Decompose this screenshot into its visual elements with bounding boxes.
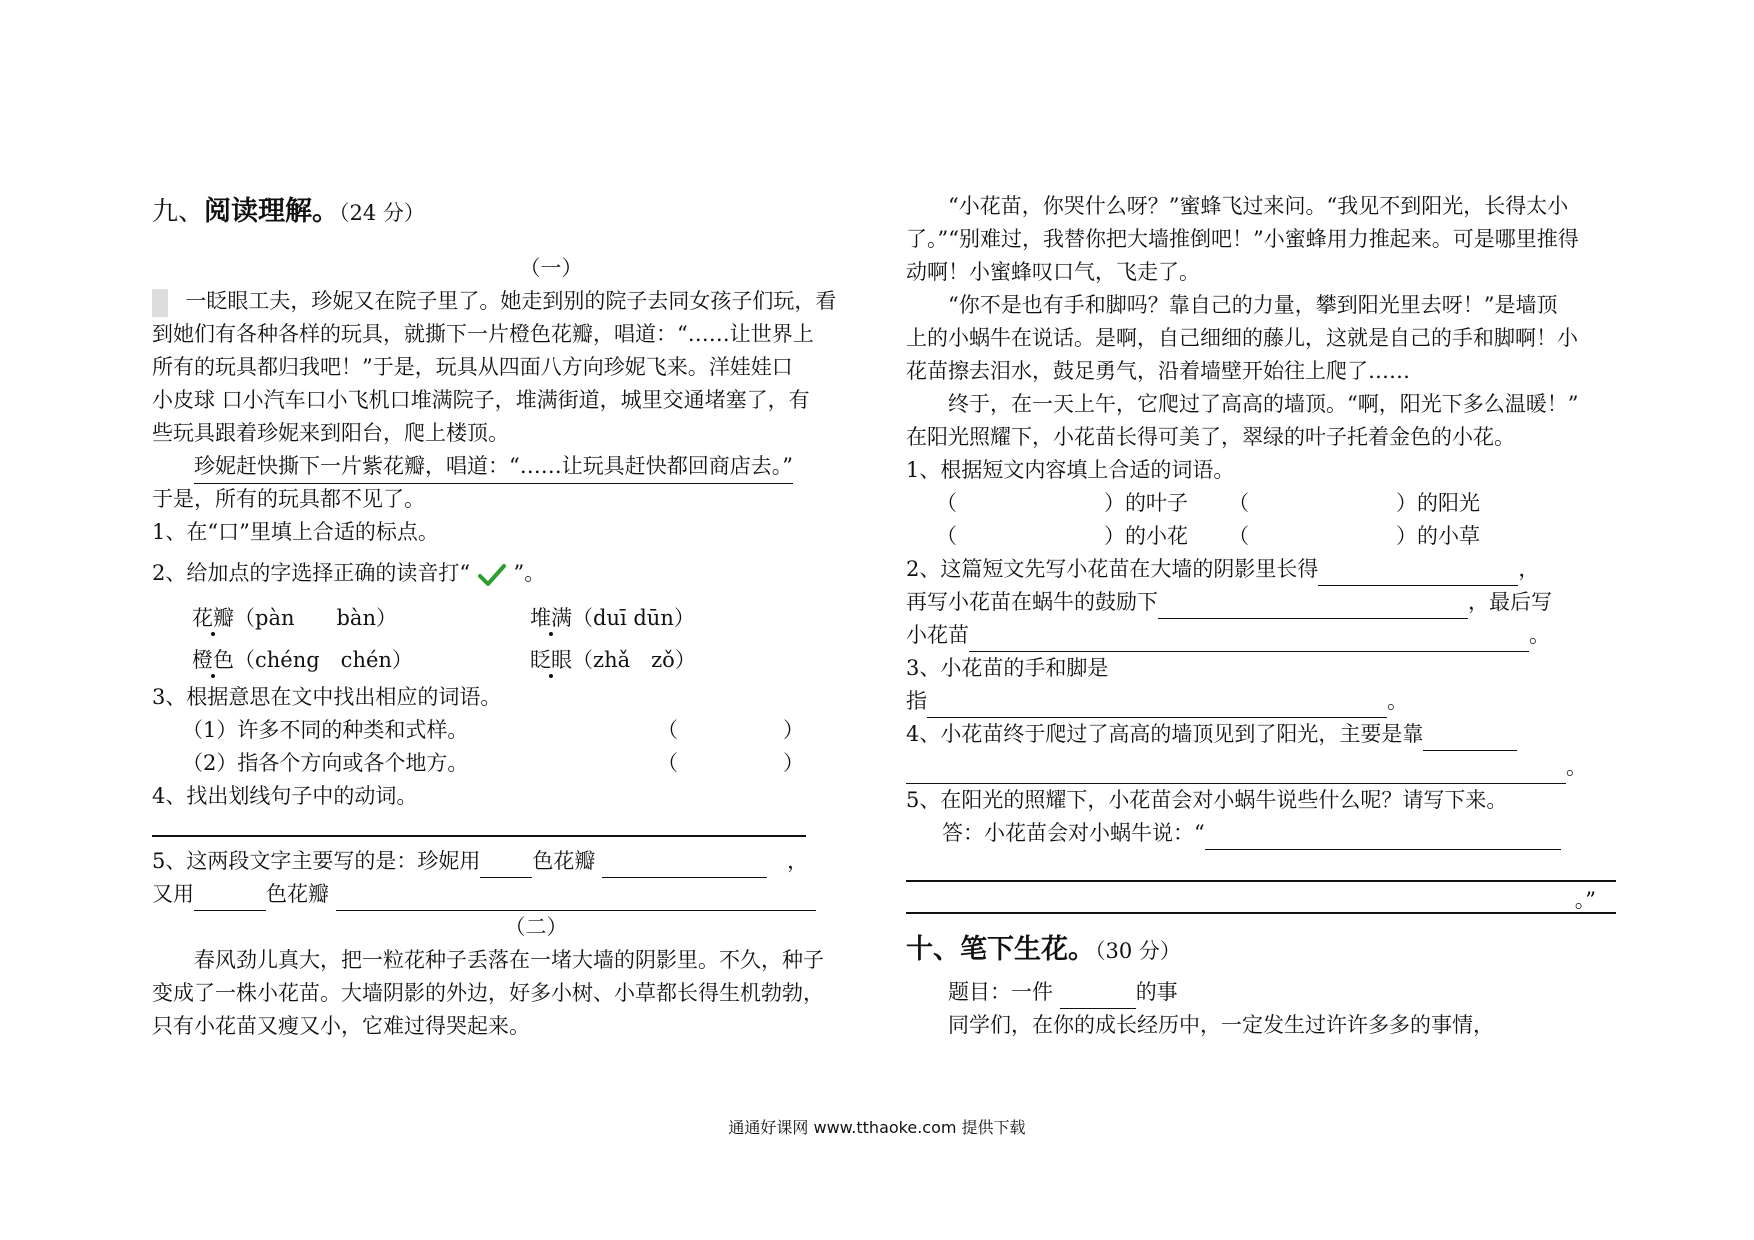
passage1-line-2: 到她们有各种各样的玩具，就撕下一片橙色花瓣，唱道：“……让世界上 xyxy=(152,322,814,346)
passage1-line-5: 些玩具跟着珍妮来到阳台，爬上楼顶。 xyxy=(152,421,509,445)
answer-line-end[interactable]: 。” xyxy=(906,882,1616,914)
passage2-line-7: “你不是也有手和脚吗？靠自己的力量，攀到阳光里去呀！”是墙顶 xyxy=(948,293,1558,317)
right-question-5-answer-start: 答：小花苗会对小蜗牛说：“ xyxy=(906,817,1618,850)
answer-blank[interactable] xyxy=(1158,592,1468,619)
section-10-title: 十、笔下生花。（30 分） xyxy=(906,934,1181,965)
passage2-line-6: 动啊！小蜜蜂叹口气，飞走了。 xyxy=(906,260,1200,284)
color-blank-1[interactable] xyxy=(480,851,532,878)
section-9-title: 九、阅读理解。（24 分） xyxy=(152,196,425,227)
passage2-line-8: 上的小蜗牛在说话。是啊，自己细细的藤儿，这就是自己的手和脚啊！小 xyxy=(906,326,1578,350)
right-question-3: 3、小花苗的手和脚是 xyxy=(906,656,1109,680)
pinyin-row-2: 橙色（chéng chén） 眨眼（zhǎ zǒ） xyxy=(192,648,696,672)
passage1-underlined-sentence: 珍妮赶快撕下一片紫花瓣，唱道：“……让玩具赶快都回商店去。” xyxy=(152,450,860,483)
action-blank-2[interactable] xyxy=(336,884,816,911)
passage2-line-9: 花苗擦去泪水，鼓足勇气，沿着墙壁开始往上爬了…… xyxy=(906,359,1410,383)
footer-credit: 通通好课网 www.tthaoke.com 提供下载 xyxy=(728,1118,1026,1137)
word-blank[interactable]: （ ）的阳光 xyxy=(1228,491,1481,515)
right-question-4: 4、小花苗终于爬过了高高的墙顶见到了阳光，主要是靠 xyxy=(906,718,1618,751)
right-question-5: 5、在阳光的照耀下，小花苗会对小蜗牛说些什么呢？请写下来。 xyxy=(906,788,1508,812)
scan-mark xyxy=(152,289,168,317)
passage2-line-4: “小花苗，你哭什么呀？”蜜蜂飞过来问。“我见不到阳光，长得太小 xyxy=(948,194,1569,218)
passage2-line-5: 了。”“别难过，我替你把大墙推倒吧！”小蜜蜂用力推起来。可是哪里推得 xyxy=(906,227,1579,251)
word-blank[interactable]: （ ）的小花 xyxy=(936,524,1188,548)
action-blank-1[interactable] xyxy=(602,851,767,878)
right-question-1-row-1 xyxy=(906,487,1618,520)
question-5-line-2: 又用 色花瓣 xyxy=(152,878,860,911)
question-3-item-2: （2）指各个方向或各个地方。 （ ） xyxy=(152,747,860,780)
question-3-item-1: （1）许多不同的种类和式样。 （ ） xyxy=(152,714,860,747)
part-2-label: （二） xyxy=(504,915,568,939)
topic-blank[interactable] xyxy=(1060,982,1136,1009)
answer-paren[interactable]: （ ） xyxy=(657,751,804,775)
right-question-1-row-2 xyxy=(906,520,1618,553)
pinyin-row-1: 花瓣（pàn bàn） 堆满（duī dūn） xyxy=(192,606,695,630)
question-4-answer-line[interactable] xyxy=(152,813,806,837)
left-column xyxy=(152,190,860,1043)
composition-body: 同学们，在你的成长经历中，一定发生过许许多多的事情， xyxy=(948,1013,1494,1037)
answer-blank[interactable] xyxy=(1423,724,1517,751)
passage1-line-3: 所有的玩具都归我吧！”于是，玩具从四面八方向珍妮飞来。洋娃娃口 xyxy=(152,355,793,379)
right-question-1: 1、根据短文内容填上合适的词语。 xyxy=(906,458,1235,482)
passage1-line-4: 小皮球 口小汽车口小飞机口堆满院子，堆满街道，城里交通堵塞了，有 xyxy=(152,388,810,412)
right-question-3-line-2: 指 。 xyxy=(906,685,1618,718)
word-blank[interactable]: （ ）的叶子 xyxy=(936,491,1188,515)
answer-line[interactable] xyxy=(906,850,1616,882)
pinyin-word: 眨眼 xyxy=(530,648,572,672)
passage2-line-1: 春风劲儿真大，把一粒花种子丢落在一堵大墙的阴影里。不久，种子 xyxy=(194,948,824,972)
pinyin-word: 花瓣 xyxy=(192,606,234,630)
check-mark-icon xyxy=(477,562,507,588)
passage2-line-10: 终于，在一天上午，它爬过了高高的墙顶。“啊，阳光下多么温暖！” xyxy=(948,392,1579,416)
passage2-line-2: 变成了一株小花苗。大墙阴影的外边，好多小树、小草都长得生机勃勃， xyxy=(152,981,824,1005)
right-question-4-line-2: 。 xyxy=(906,751,1618,784)
question-1: 1、在“口”里填上合适的标点。 xyxy=(152,520,439,544)
word-blank[interactable]: （ ）的小草 xyxy=(1228,524,1481,548)
question-5-line-1: 5、这两段文字主要写的是：珍妮用 色花瓣 ， xyxy=(152,845,860,878)
passage2-line-3: 只有小花苗又瘦又小，它难过得哭起来。 xyxy=(152,1014,530,1038)
answer-blank[interactable] xyxy=(1205,823,1561,850)
answer-blank[interactable] xyxy=(1318,559,1518,586)
passage1-line-1: 一眨眼工夫，珍妮又在院子里了。她走到别的院子去同女孩子们玩，看 xyxy=(152,285,860,318)
answer-blank[interactable] xyxy=(906,757,1566,784)
right-question-2-line-1: 2、这篇短文先写小花苗在大墙的阴影里长得 ， xyxy=(906,553,1618,586)
question-4: 4、找出划线句子中的动词。 xyxy=(152,784,418,808)
right-question-2-line-2: 再写小花苗在蜗牛的鼓励下 ，最后写 xyxy=(906,586,1618,619)
answer-blank[interactable] xyxy=(969,625,1529,652)
passage1-line-7: 于是，所有的玩具都不见了。 xyxy=(152,487,425,511)
part-1-label: （一） xyxy=(519,256,583,280)
answer-blank[interactable] xyxy=(927,691,1387,718)
color-blank-2[interactable] xyxy=(194,884,266,911)
right-column xyxy=(906,190,1618,1042)
right-question-2-line-3: 小花苗 。 xyxy=(906,619,1618,652)
question-3: 3、根据意思在文中找出相应的词语。 xyxy=(152,685,502,709)
question-2: 2、给加点的字选择正确的读音打“ ”。 xyxy=(152,549,860,597)
passage2-line-11: 在阳光照耀下，小花苗长得可美了，翠绿的叶子托着金色的小花。 xyxy=(906,425,1515,449)
pinyin-word: 橙色 xyxy=(192,648,234,672)
answer-paren[interactable]: （ ） xyxy=(657,718,804,742)
pinyin-word: 堆满 xyxy=(530,606,572,630)
composition-topic: 题目：一件 的事 xyxy=(906,976,1618,1009)
